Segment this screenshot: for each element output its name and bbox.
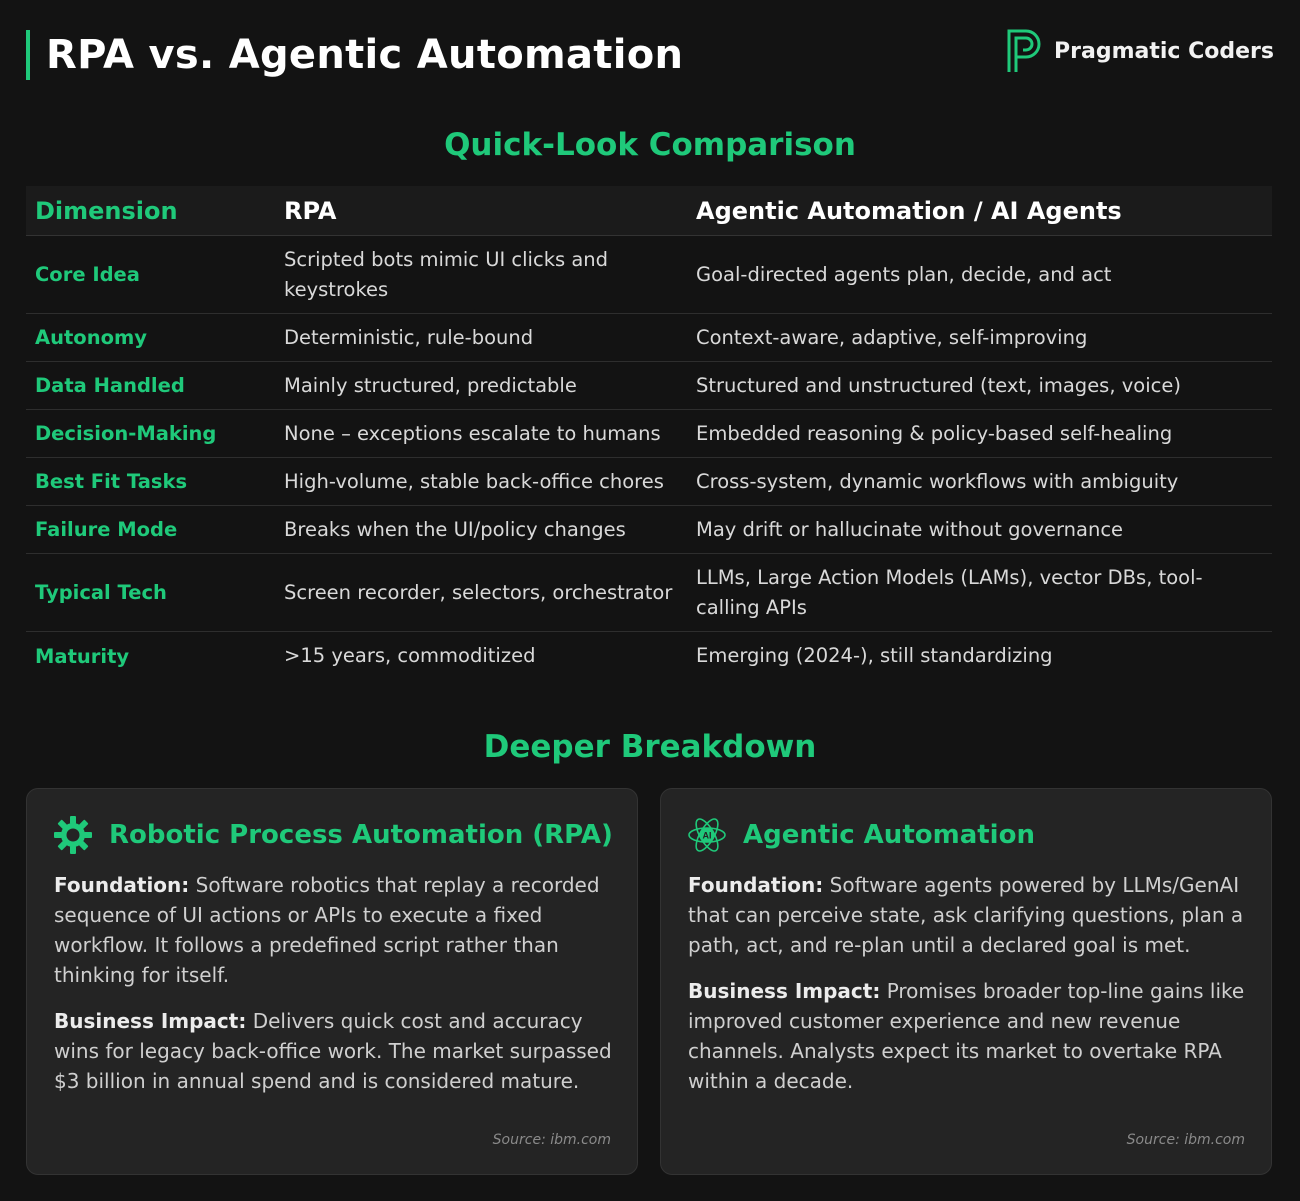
impact-paragraph bbox=[688, 976, 1253, 1096]
page-title: RPA vs. Agentic Automation bbox=[46, 32, 684, 78]
ai-icon-label: AI bbox=[702, 830, 712, 841]
row-dimension: Autonomy bbox=[35, 326, 148, 349]
row-rpa-value: High-volume, stable back-office chores bbox=[284, 469, 664, 493]
row-agentic-value: Cross-system, dynamic workflows with ambiguity bbox=[696, 469, 1179, 493]
impact-label: Business Impact: bbox=[54, 1009, 247, 1033]
agentic-card bbox=[660, 788, 1272, 1175]
table-row bbox=[26, 458, 1272, 506]
comparison-title: Quick-Look Comparison bbox=[444, 127, 856, 163]
brand-name: Pragmatic Coders bbox=[1054, 38, 1274, 64]
row-rpa-value: None – exceptions escalate to humans bbox=[284, 421, 661, 445]
row-dimension: Maturity bbox=[35, 644, 130, 668]
card-title: Agentic Automation bbox=[743, 820, 1035, 850]
row-agentic-value: Emerging (2024-), still standardizing bbox=[696, 644, 1053, 667]
card-header bbox=[687, 815, 1035, 855]
row-dimension: Typical Tech bbox=[35, 581, 167, 604]
foundation-paragraph bbox=[54, 870, 619, 990]
row-dimension: Best Fit Tasks bbox=[35, 470, 188, 493]
comparison-table bbox=[26, 186, 1272, 680]
foundation-paragraph bbox=[688, 870, 1253, 960]
row-agentic-value: Structured and unstructured (text, images, voice) bbox=[696, 373, 1181, 397]
table-row bbox=[26, 362, 1272, 410]
impact-label: Business Impact: bbox=[688, 979, 881, 1003]
column-header-agentic: Agentic Automation / AI Agents bbox=[696, 196, 1122, 225]
row-dimension: Failure Mode bbox=[35, 518, 178, 541]
row-rpa-value: Breaks when the UI/policy changes bbox=[284, 517, 626, 541]
ai-atom-icon bbox=[687, 815, 727, 855]
card-title: Robotic Process Automation (RPA) bbox=[109, 820, 613, 850]
breakdown-title: Deeper Breakdown bbox=[483, 729, 817, 765]
brand[interactable] bbox=[1006, 28, 1274, 74]
source-link[interactable]: Source: ibm.com bbox=[1126, 1132, 1245, 1148]
foundation-label: Foundation: bbox=[54, 873, 190, 897]
source-link[interactable]: Source: ibm.com bbox=[492, 1132, 611, 1148]
header bbox=[26, 28, 1274, 80]
table-row bbox=[26, 314, 1272, 362]
rpa-card bbox=[26, 788, 638, 1175]
title-accent-bar bbox=[26, 30, 30, 80]
table-row bbox=[26, 410, 1272, 458]
table-row bbox=[26, 506, 1272, 554]
column-header-rpa: RPA bbox=[284, 196, 337, 225]
row-agentic-value: Context-aware, adaptive, self-improving bbox=[696, 325, 1088, 349]
card-body bbox=[54, 870, 619, 1112]
table-row bbox=[26, 236, 1272, 314]
impact-paragraph bbox=[54, 1006, 619, 1096]
table-row bbox=[26, 632, 1272, 680]
row-agentic-value: Goal-directed agents plan, decide, and act bbox=[696, 262, 1112, 286]
row-rpa-value: Screen recorder, selectors, orchestrator bbox=[284, 580, 673, 604]
table-header-row bbox=[26, 186, 1272, 236]
row-dimension: Core Idea bbox=[35, 263, 140, 286]
row-agentic-value: Embedded reasoning & policy-based self-healing bbox=[696, 421, 1173, 445]
card-header bbox=[53, 815, 613, 855]
impact-text: Promises broader top-line gains like improved customer experience and new revenue channels. Analysts expect its market to overtake RPA within a decade. bbox=[688, 979, 1245, 1093]
foundation-text: Software robotics that replay a recorded sequence of UI actions or APIs to execute a fixed workflow. It follows a predefined script rather than thinking for itself. bbox=[54, 873, 600, 987]
row-dimension: Data Handled bbox=[35, 374, 185, 397]
row-rpa-value: >15 years, commoditized bbox=[284, 644, 536, 667]
row-rpa-value: Scripted bots mimic UI clicks and keystrokes bbox=[284, 247, 609, 301]
foundation-label: Foundation: bbox=[688, 873, 824, 897]
row-agentic-value: LLMs, Large Action Models (LAMs), vector DBs, tool-calling APIs bbox=[696, 565, 1203, 619]
row-rpa-value: Deterministic, rule-bound bbox=[284, 325, 534, 349]
row-agentic-value: May drift or hallucinate without governance bbox=[696, 517, 1124, 541]
table-row bbox=[26, 554, 1272, 632]
gear-icon bbox=[53, 815, 93, 855]
row-rpa-value: Mainly structured, predictable bbox=[284, 373, 577, 397]
foundation-text: Software agents powered by LLMs/GenAI that can perceive state, ask clarifying questions, plan a path, act, and re-plan until a declared goal is met. bbox=[688, 873, 1244, 957]
pragmatic-coders-logo-icon bbox=[1006, 28, 1044, 74]
impact-text: Delivers quick cost and accuracy wins for legacy back-office work. The market surpassed $3 billion in annual spend and is considered mature. bbox=[54, 1009, 612, 1093]
row-dimension: Decision-Making bbox=[35, 422, 217, 445]
column-header-dimension: Dimension bbox=[35, 196, 178, 225]
card-body bbox=[688, 870, 1253, 1112]
